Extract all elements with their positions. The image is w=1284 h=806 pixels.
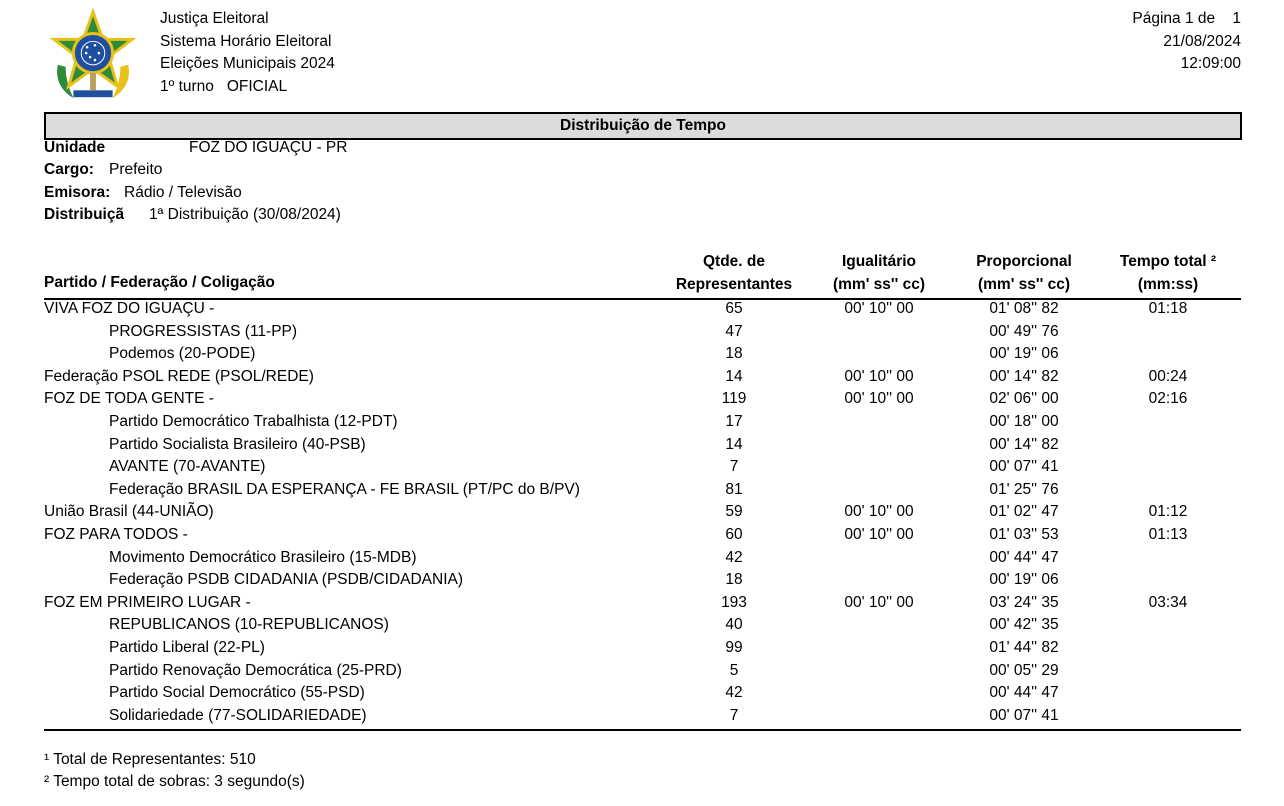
table-row	[0, 298, 1284, 321]
proporcional-cell-text: 02' 06'' 00	[989, 390, 1059, 408]
party-name-cell: FOZ EM PRIMEIRO LUGAR -	[44, 593, 251, 611]
party-name-cell: Partido Renovação Democrática (25-PRD)	[109, 661, 402, 679]
col-proporcional-line2: (mm' ss'' cc)	[977, 276, 1071, 293]
party-name-cell: FOZ DE TODA GENTE -	[44, 390, 214, 408]
qtde-cell-text: 40	[725, 616, 743, 634]
qtde-cell-text: 47	[725, 322, 743, 340]
party-name-cell: Solidariedade (77-SOLIDARIEDADE)	[109, 706, 367, 724]
unidade-label: Unidade	[44, 139, 106, 156]
header-round: 1º turno OFICIAL	[160, 78, 288, 95]
party-name-cell: Podemos (20-PODE)	[109, 345, 256, 363]
party-name-cell: Partido Democrático Trabalhista (12-PDT)	[109, 413, 398, 430]
qtde-cell-text: 5	[729, 661, 739, 679]
qtde-cell-text: 42	[725, 684, 743, 702]
emblem-disc	[73, 33, 112, 72]
proporcional-cell-text: 01' 03'' 53	[989, 526, 1059, 543]
table-row	[0, 524, 1284, 547]
proporcional-cell-text: 00' 42'' 35	[989, 616, 1059, 634]
unidade-value: FOZ DO IGUAÇU - PR	[189, 139, 348, 156]
footnote-sobras: ² Tempo total de sobras: 3 segundo(s)	[44, 773, 305, 790]
proporcional-cell-text: 00' 07'' 41	[989, 706, 1059, 724]
header-org: Justiça Eleitoral	[160, 10, 269, 27]
table-row	[0, 366, 1284, 389]
party-name-cell: Partido Social Democrático (55-PSD)	[109, 684, 365, 702]
table-row	[0, 479, 1284, 502]
distribuicao-label: Distribuiçã	[44, 206, 125, 223]
tempo-total-cell-text: 01:13	[1148, 526, 1188, 543]
col-igualitario-line2: (mm' ss'' cc)	[832, 276, 926, 293]
table-row	[0, 637, 1284, 660]
proporcional-cell-text: 00' 19'' 06	[989, 571, 1059, 589]
col-party-header: Partido / Federação / Coligação	[44, 274, 275, 291]
qtde-cell-text: 193	[721, 593, 747, 611]
table-bottom-rule	[44, 729, 1241, 731]
qtde-cell-text: 18	[725, 345, 743, 363]
col-igualitario-header	[799, 250, 959, 296]
emblem-ribbon	[73, 90, 112, 97]
col-total-header	[1088, 250, 1248, 296]
col-igualitario-line1: Igualitário	[841, 253, 917, 270]
proporcional-cell-text: 01' 02'' 47	[989, 503, 1059, 521]
footnote-total-representantes: ¹ Total de Representantes: 510	[44, 751, 256, 768]
igualitario-cell-text: 00' 10'' 00	[844, 390, 914, 408]
table-row	[0, 456, 1284, 479]
proporcional-cell-text: 03' 24'' 35	[989, 593, 1059, 611]
qtde-cell-text: 119	[721, 390, 747, 408]
col-total-line2: (mm:ss)	[1137, 276, 1199, 293]
table-row	[0, 321, 1284, 344]
tempo-total-cell-text: 03:34	[1148, 593, 1188, 611]
qtde-cell-text: 17	[725, 413, 743, 430]
party-name-cell: União Brasil (44-UNIÃO)	[44, 503, 214, 521]
igualitario-cell-text: 00' 10'' 00	[844, 526, 914, 543]
header-election: Eleições Municipais 2024	[160, 55, 335, 72]
page-number: Página 1 de 1	[1132, 10, 1241, 27]
proporcional-cell-text: 00' 05'' 29	[989, 661, 1059, 679]
tempo-total-cell-text: 01:12	[1148, 503, 1188, 521]
qtde-cell-text: 81	[725, 480, 743, 498]
cargo-label: Cargo:	[44, 161, 94, 178]
party-name-cell: AVANTE (70-AVANTE)	[109, 458, 266, 476]
igualitario-cell-text: 00' 10'' 00	[844, 593, 914, 611]
col-proporcional-line1: Proporcional	[976, 253, 1072, 270]
qtde-cell-text: 99	[725, 639, 743, 656]
col-qtde-header	[654, 250, 814, 296]
party-name-cell: PROGRESSISTAS (11-PP)	[109, 322, 298, 340]
party-name-cell: Movimento Democrático Brasileiro (15-MDB)	[109, 548, 417, 566]
table-row	[0, 705, 1284, 728]
report-date: 21/08/2024	[1163, 33, 1241, 50]
emisora-label: Emisora:	[44, 184, 111, 201]
igualitario-cell-text: 00' 10'' 00	[844, 367, 914, 385]
party-name-cell: Federação PSDB CIDADANIA (PSDB/CIDADANIA)	[109, 571, 464, 589]
igualitario-cell-text: 00' 10'' 00	[844, 503, 914, 521]
table-row	[0, 501, 1284, 524]
party-name-cell: FOZ PARA TODOS -	[44, 526, 188, 543]
proporcional-cell-text: 01' 08'' 82	[989, 300, 1059, 317]
party-name-cell: Federação PSOL REDE (PSOL/REDE)	[44, 367, 314, 385]
distribuicao-value: 1ª Distribuição (30/08/2024)	[149, 206, 341, 223]
col-qtde-line1: Qtde. de	[702, 253, 765, 270]
proporcional-cell-text: 00' 44'' 47	[989, 548, 1059, 566]
col-proporcional-header	[944, 250, 1104, 296]
table-row	[0, 411, 1284, 434]
table-row	[0, 660, 1284, 683]
qtde-cell-text: 7	[729, 458, 739, 476]
table-row	[0, 343, 1284, 366]
tempo-total-cell-text: 00:24	[1148, 367, 1188, 385]
proporcional-cell-text: 00' 14'' 82	[989, 435, 1059, 453]
party-name-cell: REPUBLICANOS (10-REPUBLICANOS)	[109, 616, 389, 634]
party-name-cell: Federação BRASIL DA ESPERANÇA - FE BRASIL (PT/PC do B/PV)	[109, 480, 580, 498]
table-row	[0, 434, 1284, 457]
qtde-cell-text: 14	[725, 435, 743, 453]
proporcional-cell-text: 00' 14'' 82	[989, 367, 1059, 385]
col-total-line1: Tempo total ²	[1119, 253, 1217, 270]
table-row	[0, 388, 1284, 411]
proporcional-cell-text: 00' 19'' 06	[989, 345, 1059, 363]
col-qtde-line2: Representantes	[675, 276, 793, 293]
table-row	[0, 592, 1284, 615]
qtde-cell-text: 65	[725, 300, 743, 317]
table-row	[0, 682, 1284, 705]
proporcional-cell-text: 01' 44'' 82	[989, 639, 1059, 656]
qtde-cell-text: 60	[725, 526, 743, 543]
qtde-cell-text: 59	[725, 503, 743, 521]
qtde-cell-text: 7	[729, 706, 739, 724]
proporcional-cell-text: 00' 18'' 00	[989, 413, 1059, 430]
brasao-emblem	[44, 8, 142, 106]
igualitario-cell-text: 00' 10'' 00	[844, 300, 914, 317]
cargo-value: Prefeito	[109, 161, 163, 178]
party-name-cell: Partido Socialista Brasileiro (40-PSB)	[109, 435, 366, 453]
party-name-cell: VIVA FOZ DO IGUAÇU -	[44, 300, 215, 317]
proporcional-cell-text: 00' 49'' 76	[989, 322, 1059, 340]
proporcional-cell-text: 00' 44'' 47	[989, 684, 1059, 702]
tempo-total-cell-text: 01:18	[1148, 300, 1188, 317]
section-title: Distribuição de Tempo	[44, 112, 1242, 140]
table-row	[0, 569, 1284, 592]
qtde-cell-text: 42	[725, 548, 743, 566]
tempo-total-cell-text: 02:16	[1148, 390, 1188, 408]
header-system: Sistema Horário Eleitoral	[160, 33, 332, 50]
table-row	[0, 547, 1284, 570]
proporcional-cell-text: 00' 07'' 41	[989, 458, 1059, 476]
table-row	[0, 614, 1284, 637]
qtde-cell-text: 18	[725, 571, 743, 589]
qtde-cell-text: 14	[725, 367, 743, 385]
report-time: 12:09:00	[1180, 55, 1241, 72]
proporcional-cell-text: 01' 25'' 76	[989, 480, 1059, 498]
party-name-cell: Partido Liberal (22-PL)	[109, 639, 265, 656]
emisora-value: Rádio / Televisão	[124, 184, 242, 201]
